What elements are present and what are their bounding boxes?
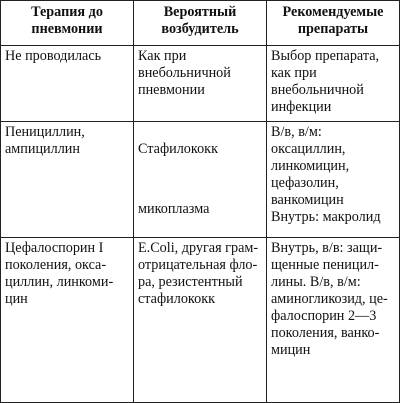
table-header-row <box>1 1 400 46</box>
table-row <box>1 122 400 238</box>
pathogen-staphylococcus: Стафилококк <box>138 141 218 157</box>
cell-drugs: Внутрь, в/в: защи- щенные пеницил- лины. В/в, в/м: аминогликозид, це- фалоспорин 2—3 поколения, ванко- мицин <box>267 238 400 403</box>
cell-therapy: Цефалоспорин I поколения, окса- циллин, линкоми- цин <box>1 238 134 403</box>
header-probable-pathogen: Вероятный возбудитель <box>134 1 267 46</box>
table-row <box>1 46 400 122</box>
pathogen-mycoplasma: микоплазма <box>138 201 210 217</box>
cell-therapy: Не проводилась <box>1 46 134 122</box>
cell-drugs: Выбор препарата, как при внебольничной инфекции <box>267 46 400 122</box>
header-recommended-drugs: Рекомендуемые препараты <box>267 1 400 46</box>
cell-pathogen <box>134 122 267 238</box>
cell-drugs: В/в, в/м: оксациллин, линкомицин, цефазолин, ванкомицин Внутрь: макролид <box>267 122 400 238</box>
header-prior-therapy: Терапия до пневмонии <box>1 1 134 46</box>
cell-pathogen: Как при внебольничной пневмонии <box>134 46 267 122</box>
cell-pathogen: E.Coli, другая грам- отрицательная фло- ра, резистентный стафилококк <box>134 238 267 403</box>
cell-therapy: Пенициллин, ампициллин <box>1 122 134 238</box>
table-row <box>1 238 400 403</box>
